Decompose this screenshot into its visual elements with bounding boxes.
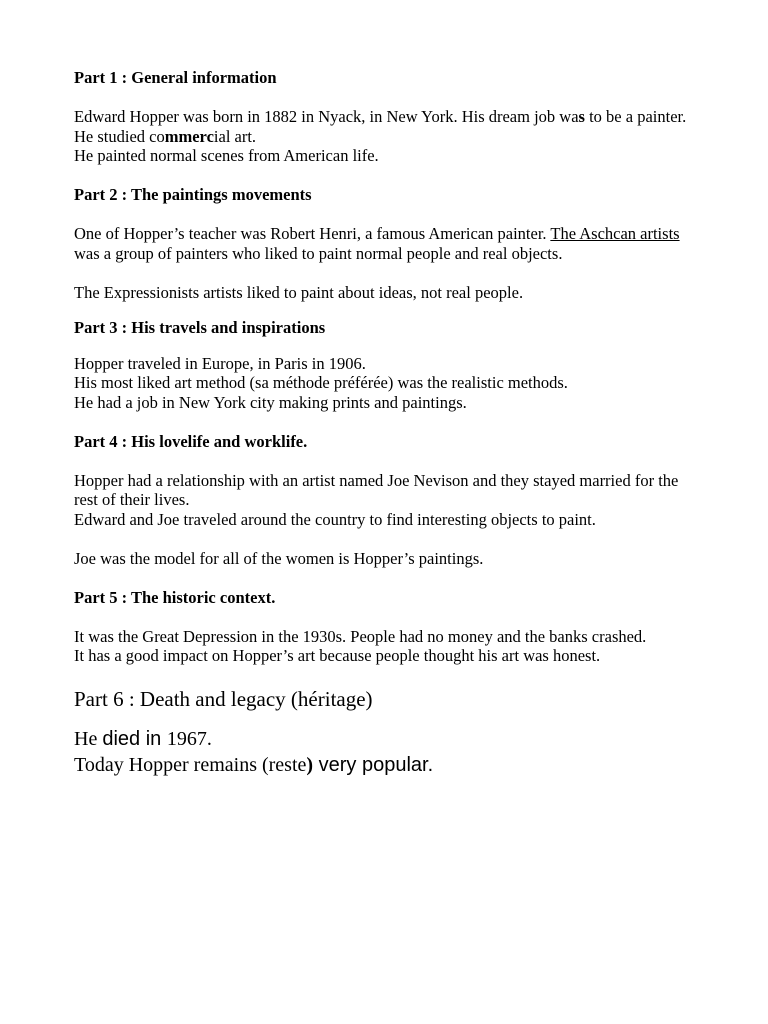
part5-line2: It has a good impact on Hopper’s art because people thought his art was honest. [74,646,601,665]
part6-heading: Part 6 : Death and legacy (héritage) [74,686,373,711]
part6-line1 [74,726,694,752]
part2-text-a: One of Hopper’s teacher was Robert Henri, a famous American painter. [74,224,551,243]
document-page [74,68,694,778]
part2-paragraph2: The Expressionists artists liked to paint about ideas, not real people. [74,282,524,302]
part5-paragraph [74,627,694,666]
part4-line1: Hopper had a relationship with an artist named Joe Nevison and they stayed married for the rest of their lives. [74,470,679,509]
part1-text-b: s [578,107,585,126]
part1-text-a: Edward Hopper was born in 1882 in Nyack, in New York. His dream job wa [74,107,579,126]
part6-text-a: He [74,727,103,750]
part6-text-d: . [206,727,212,750]
part4-line2: Edward and Joe traveled around the country to find interesting objects to paint. [74,509,596,529]
part6-text-e: Today Hopper remains (reste [74,753,307,776]
part3-paragraph [74,354,694,413]
part3-line1: Hopper traveled in Europe, in Paris in 1906. [74,353,366,373]
part6-text-c: 1967 [166,727,207,750]
aschcan-artists-link: The Aschcan artists [550,224,680,243]
part1-heading: Part 1 : General information [74,68,277,87]
part1-line2: He painted normal scenes from American life. [74,146,379,165]
part1-text-c: to be a painter. He studied co [74,107,687,146]
part6-text-f: ) [306,753,314,776]
part2-paragraph1 [74,224,694,263]
part6-text-b: died in [102,727,167,750]
part5-line1: It was the Great Depression in the 1930s. People had no money and the banks crashed. [74,626,647,646]
part3-line3: He had a job in New York city making prints and paintings. [74,392,467,412]
part3-heading: Part 3 : His travels and inspirations [74,318,326,337]
part5-heading: Part 5 : The historic context. [74,587,276,607]
part2-heading: Part 2 : The paintings movements [74,185,312,204]
part4-heading: Part 4 : His lovelife and worklife. [74,431,308,451]
part1-paragraph [74,107,694,166]
part4-paragraph1 [74,471,694,530]
part2-text-b: was a group of painters who liked to paint normal people and real objects. [74,243,563,263]
part4-paragraph2: Joe was the model for all of the women is Hopper’s paintings. [74,548,484,568]
part6-text-g: very popular. [313,753,434,776]
part3-line2: His most liked art method (sa méthode préférée) was the realistic methods. [74,373,568,392]
part1-text-d: mmerc [164,126,214,146]
part6-line2 [74,752,694,778]
part1-text-e: ial art. [213,126,257,146]
